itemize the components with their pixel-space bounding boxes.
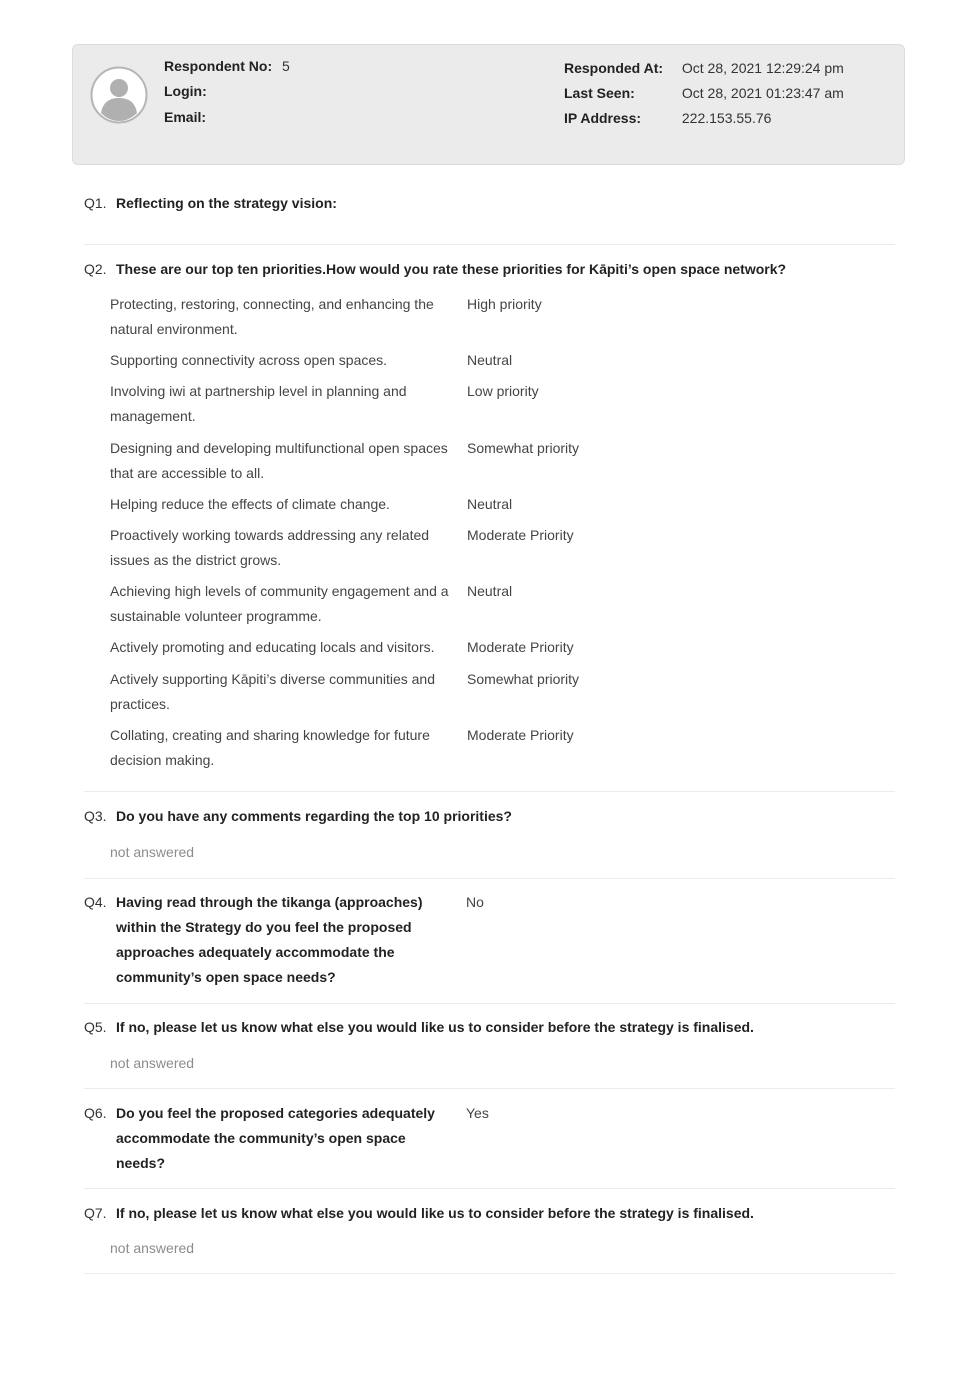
matrix-statement: Actively supporting Kāpiti’s diverse communities and practices. (110, 671, 436, 712)
last-seen-label: Last Seen: (564, 85, 635, 101)
matrix-statement: Protecting, restoring, connecting, and enhancing the natural environment. (110, 296, 434, 337)
divider (84, 878, 895, 879)
question-7 (84, 1201, 895, 1226)
divider (84, 1273, 895, 1274)
matrix-answer: Moderate Priority (467, 639, 574, 655)
user-avatar-icon (90, 66, 148, 124)
question-number: Q5. (84, 1019, 107, 1035)
responded-at-label: Responded At: (564, 60, 664, 76)
question-4 (84, 890, 895, 990)
question-text: If no, please let us know what else you would like us to consider before the strategy is finalised. (116, 1205, 754, 1221)
matrix-answer: High priority (467, 296, 542, 312)
matrix-answer: Neutral (467, 583, 513, 599)
question-text: Do you have any comments regarding the top 10 priorities? (116, 808, 512, 824)
ip-address-label: IP Address: (564, 110, 642, 126)
question-number: Q7. (84, 1205, 107, 1221)
question-2 (84, 257, 895, 282)
question-text: If no, please let us know what else you would like us to consider before the strategy is finalised. (116, 1019, 754, 1035)
matrix-statement: Designing and developing multifunctional open spaces that are accessible to all. (110, 440, 448, 481)
not-answered-text: not answered (110, 1240, 195, 1256)
email-label: Email: (164, 109, 207, 125)
divider (84, 244, 895, 245)
responded-at-row (564, 59, 844, 77)
respondent-number-row (164, 57, 290, 75)
divider (84, 1003, 895, 1004)
matrix-answer: Moderate Priority (467, 527, 574, 543)
respondent-header (72, 44, 905, 165)
email-row (164, 108, 212, 126)
matrix-statement: Collating, creating and sharing knowledge for future decision making. (110, 727, 430, 768)
matrix-statement: Proactively working towards addressing any related issues as the district grows. (110, 527, 430, 568)
question-4-answer: No (466, 894, 484, 910)
question-text: Do you feel the proposed categories adequately accommodate the community’s open space needs? (116, 1105, 435, 1171)
matrix-answer: Low priority (467, 383, 539, 399)
question-number: Q3. (84, 808, 107, 824)
ip-address-row (564, 109, 771, 127)
question-1 (84, 191, 895, 216)
question-number: Q1. (84, 195, 107, 211)
question-number: Q2. (84, 261, 107, 277)
matrix-statement: Actively promoting and educating locals and visitors. (110, 639, 435, 655)
last-seen-value: Oct 28, 2021 01:23:47 am (681, 85, 844, 101)
question-3 (84, 804, 895, 829)
not-answered-text: not answered (110, 1055, 195, 1071)
matrix-statement: Helping reduce the effects of climate change. (110, 496, 390, 512)
matrix-statement: Achieving high levels of community engagement and a sustainable volunteer programme. (110, 583, 449, 624)
question-6 (84, 1101, 895, 1176)
divider (84, 1088, 895, 1089)
matrix-answer: Somewhat priority (467, 671, 580, 687)
matrix-answer: Moderate Priority (467, 727, 574, 743)
question-6-answer: Yes (466, 1105, 489, 1121)
login-row (164, 82, 213, 100)
respondent-number-value: 5 (282, 58, 290, 74)
responded-at-value: Oct 28, 2021 12:29:24 pm (681, 60, 844, 76)
question-text: Reflecting on the strategy vision: (116, 195, 337, 211)
question-text: Having read through the tikanga (approaches) within the Strategy do you feel the proposed approaches adequately accommodate the community’s open space needs? (116, 894, 423, 985)
last-seen-row (564, 84, 844, 102)
matrix-statement: Supporting connectivity across open spaces. (110, 352, 388, 368)
question-number: Q4. (84, 894, 107, 910)
login-label: Login: (164, 83, 207, 99)
question-5 (84, 1015, 895, 1040)
matrix-answer: Neutral (467, 352, 513, 368)
not-answered-text: not answered (110, 844, 195, 860)
question-text: These are our top ten priorities.How would you rate these priorities for Kāpiti’s open space network? (116, 261, 787, 277)
matrix-answer: Somewhat priority (467, 440, 580, 456)
matrix-answer: Neutral (467, 496, 513, 512)
matrix-statement: Involving iwi at partnership level in planning and management. (110, 383, 407, 424)
divider (84, 791, 895, 792)
ip-address-value: 222.153.55.76 (681, 110, 772, 126)
respondent-number-label: Respondent No: (164, 58, 273, 74)
divider (84, 1188, 895, 1189)
question-number: Q6. (84, 1105, 107, 1121)
